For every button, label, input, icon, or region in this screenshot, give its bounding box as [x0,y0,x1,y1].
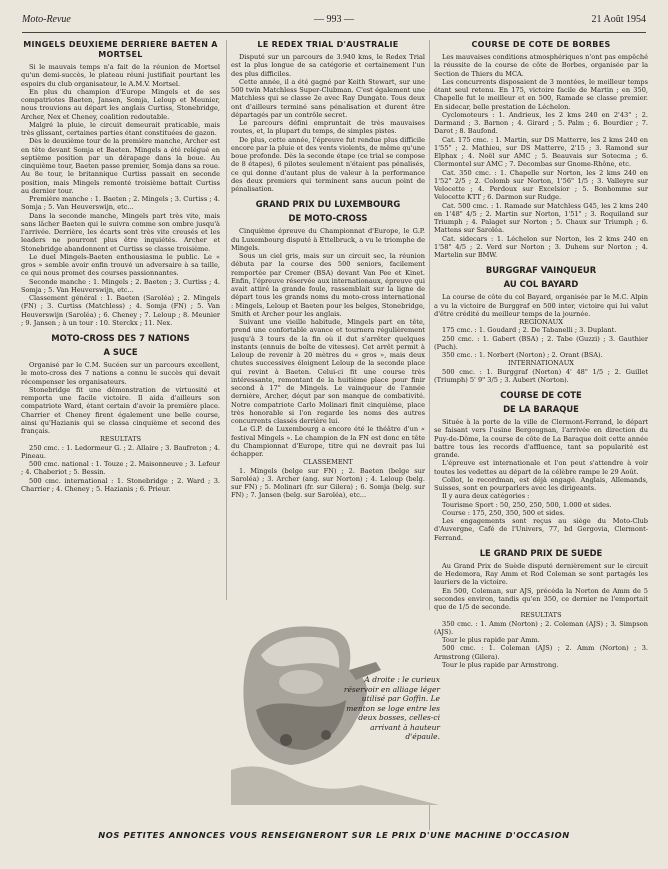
column-1 [21,40,220,800]
column-3 [434,40,648,830]
photo-caption: A droite : le curieux réservoir en alliage léger utilisé par Goffin. Le menton se loge entre les deux bosses, celles-ci arrivant à hauteur d'épaule. [343,675,440,741]
paragraph: En 500, Coleman, sur AJS, précéda la Norton de Amm de 5 secondes environ, tandis qu'en 350, ce dernier ne l'emportait que de 1/5 de seconde. [434,586,648,611]
page-header [22,14,646,30]
result-line: Cyclomoteurs : 1. Andrieux, les 2 kms 240 en 2'43" ; 2. Darmand ; 3. Barnon ; 4. Girard ; 5. Palm ; 6. Bourdier ; 7. Darot ; 8. Baufond. [434,110,648,136]
paragraph: Il y aura deux catégories : [442,492,530,501]
article-title-borbes: COURSE DE COTE DE BORBES [471,40,611,49]
article-title-burggraf: BURGGRAF VAINQUEUR [485,265,597,276]
result-line: 1. Mingels (belge sur FN) ; 2. Baeten (belge sur Saroléa) ; 3. Archer (ang. sur Norton) ; 4. Leloup (belg. sur FN) ; 5. Molinari (fr. sur Gilera) ; 6. Somja (belg. sur FN) ; 7. Jansen (belg. sur Saroléa), etc... [231,466,425,500]
article-title-mortsel: MINGELS DEUXIEME DERRIERE BAETEN A MORTSEL [23,40,218,59]
header-rule [22,32,646,33]
paragraph: Tourisme Sport : 50, 250, 250, 500, 1.000 et sides. [442,500,612,509]
article-title-redex: LE REDEX TRIAL D'AUSTRALIE [257,40,399,49]
article-title-7-nations: MOTO-CROSS DES 7 NATIONS [51,333,190,343]
paragraph: Stonebridge fit une démonstration de virtuosité et remporta une facile victoire. Il aida d'ailleurs son compatriote Ward, étant certain d'avoir la première place. Charrier et Cheney firent également une belle course, ainsi qu'Hazianis qui se classa cinquième et second des français. [21,385,220,435]
result-line: Cat. 350 cmc. : 1. Chapelle sur Norton, les 2 kms 240 en 1'52" 2/5 ; 2. Colomb sur Norton, 1'56" 1/5 ; 3. Valleyre sur Velocette ; 4. Perdoux sur Excelsior ; 5. Bonhomme sur Velocette KTT ; 6. Darmon sur Rudge. [434,168,648,202]
result-line: 250 cmc. : 1. Ledormeur G. ; 2. Allaire ; 3. Baufreton ; 4. Pineau. [21,443,220,460]
issue-date: 21 Août 1954 [591,14,646,25]
result-line: Cat. 500 cmc. : 1. Ramade sur Matchless G45, les 2 kms 240 en 1'48" 4/5 ; 2. Martin sur Norton, 1'51" ; 3. Roquiland sur Triumph ; 4. Palaget sur Norton ; 5. Chaux sur Triumph ; 6. Mattens sur Saroléa. [434,201,648,235]
paragraph: Cette année, il a été gagné par Keith Stewart, sur une 500 twin Matchless Super-Clubman. C'est également une Matchless qui se classe 2e avec Ray Dungate. Tous deux ont d'ailleurs terminé sans pénalisation et durent être départagés par un contrôle secret. [231,77,425,119]
result-line: 350 cmc. : 1. Norbert (Norton) ; 2. Orant (BSA). [442,351,603,359]
paragraph: Cinquième épreuve du Championnat d'Europe, le G.P. du Luxembourg disputé à Ettelbruck, a vu le triomphe de Mingels. [231,227,425,252]
column-divider-1 [226,40,227,600]
column-2 [231,40,425,605]
paragraph: Si le mauvais temps n'a fait de la réunion de Mortsel qu'un demi-succès, le plateau réuni justifiait pourtant les espoirs du club organisateur, le A.M.V. Mortsel. [21,63,220,88]
paragraph: Les concurrents disposaient de 3 montées, le meilleur temps étant seul retenu. En 175, victoire facile de Martin ; en 350, Chapelle fut le meilleur et en 500, Ramade se classe premier. En sidecar, belle prestation de Léchelon. [434,77,648,111]
classement-heading: CLASSEMENT [303,458,353,467]
result-line: 350 cmc. : 1. Amm (Norton) ; 2. Coleman (AJS) ; 3. Simpson (AJS). [434,619,648,636]
paragraph: Située à la porte de la ville de Clermont-Ferrand, le départ se faisant vers l'usine Bergougnan, l'arrivée en direction du Puy-de-Dôme, la course de côte de La Baraque doit cette année battre tous les records d'affluence, tant sa popularité est grande. [434,418,648,459]
paragraph: Les engagements sont reçus au siège du Moto-Club d'Auvergne, Café de l'Univers, 77, bd Gergovia, Clermont-Ferrand. [434,517,648,542]
internationaux-heading: INTERNATIONAUX [508,359,574,368]
result-line: 500 cmc. : 1. Burggraf (Norton) 4' 48" 1/5 ; 2. Guillet (Triumph) 5' 9" 3/5 ; 3. Aubert (Norton). [434,367,648,384]
result-line: Tour le plus rapide par Armstrong. [442,660,559,669]
article-subtitle-moto-cross: DE MOTO-CROSS [288,213,368,224]
paragraph: Course : 175, 250, 350, 500 et sides. [442,508,565,517]
paragraph: Dès le deuxième tour de la première manche, Archer est en tête devant Somja et Baeten. Mingels a été relégué en septième position par un dérapage dans la boue. Au cinquième tour, Baeten passe premier, Somja dans sa roue. Au 8e tour, le britannique Curtiss passait en seconde position, mais Mingels remonté troisième battait Curtiss au dernier tour. [21,137,220,195]
paragraph: Seconde manche : 1. Mingels ; 2. Baeten ; 3. Curtiss ; 4. Somja ; 5. Van Heuverswijn, etc... [21,277,220,294]
result-line: 175 cmc. : 1. Goudard ; 2. De Tabanelli ; 3. Duplant. [442,326,617,335]
results-heading: RESULTATS [520,611,562,620]
paragraph: Dans la seconde manche, Mingels part très vite, mais sans lâcher Baeten qui le suivra comme son ombre jusqu'à l'arrivée. Derrière, les écarts sont très vite creusés et les leaders ne pourront plus être inquiétés. Archer et Stonebridge abandonnent et Curtiss se classe troisième. [21,211,220,253]
paragraph: Classement général : 1. Baeten (Saroléa) ; 2. Mingels (FN) ; 3. Curtiss (Matchless) ; 4. Somja (FN) ; 5. Van Heuverswijn (Saroléa) ; 6. Cheney ; 7. Leloup ; 8. Meunier ; 9. Jansen ; à un tour : 10. Sterckx ; 11. Nex. [21,294,220,327]
paragraph: Suivant une vieille habitude, Mingels part en tête, prend une confortable avance et tournera régulièrement jusqu'à 3 tours de la fin où il dut s'arrêter quelques instants (ennuis de boîte de vitesses). Cet arrêt permit à Leloup de revenir à 20 mètres du « gros », mais deux chutes successives éloignent Leloup de la seconde place qui revint à Baeten. Celui-ci fit une course très intéressante, remontant de la huitième place pour finir second à 17" de Mingels. Le vainqueur de l'année dernière, Archer, déçut par son manque de combativité. Notre compatriote Carlo Molinari finit cinquième, place très honorable si l'on regarde les noms des autres concurrents classés derrière lui. [231,318,425,425]
paragraph: Le duel Mingels-Baeten enthousiasma le public. Le « gros » semble avoir enfin trouvé un adversaire à sa taille, ce qui nous promet des courses passionnantes. [21,252,220,278]
footer-banner: NOS PETITES ANNONCES VOUS RENSEIGNERONT SUR LE PRIX D'UNE MACHINE D'OCCASION [98,830,570,840]
magazine-title: Moto-Revue [22,14,71,25]
paragraph: Au Grand Prix de Suède disputé dernièrement sur le circuit de Hedemora, Ray Amm et Rod Coleman se sont partagés les lauriers de la victoire. [434,561,648,587]
paragraph: De plus, cette année, l'épreuve fut rendue plus difficile encore par la pluie et des vents violents, de même qu'une boue profonde. Dès la seconde étape (ce trial se compose de 8 étapes), 6 pilotes seulement n'étaient pas pénalisés, ce qui donne d'autant plus de valeur à la performance des deux premiers qui terminent sans aucun point de pénalisation. [231,135,425,193]
result-line: Cat. 175 cmc. : 1. Martin, sur DS Matterre, les 2 kms 240 en 1'55" ; 2. Mathieu, sur DS Matterre, 2'15 ; 3. Ramond sur Elphax ; 4. Noël sur AMC ; 5. Beauvais sur Sotecma ; 6. Clermontel sur AMC ; 7. Decombas sur Gnome-Rhône, etc. [434,135,648,169]
page-number: — 993 — [314,14,354,25]
article-subtitle-suce: A SUCE [103,347,138,357]
paragraph: Les mauvaises conditions atmosphériques n'ont pas empêché la réussite de la course de côte de Borbes, organisée par la Section de Thiers du MCA. [434,53,648,78]
article-title-baraque: COURSE DE COTE [500,390,582,400]
result-line: 500 cmc. national : 1. Touze ; 2. Maisonneuve ; 3. Lefeur ; 4. Chaberiot ; 5. Bessin. [21,460,220,477]
result-line: 500 cmc. international : 1. Stonebridge ; 2. Ward ; 3. Charrier ; 4. Cheney ; 5. Hazianis ; 6. Prieur. [21,476,220,493]
paragraph: Sous un ciel gris, mais sur un circuit sec, la réunion débuta par la course des 500 seniors, facilement remportée par Cremer (BSA) devant Van Pee et Kinet. Enfin, l'épreuve réservée aux internationaux, épreuve qui avait attiré la grande foule, rassemblait sur la ligne de départ tous les grands noms du moto-cross international : Mingels, Leloup et Baeten pour les belges, Stonebridge, Smith et Archer pour les anglais. [231,252,425,318]
result-line: 500 cmc. : 1. Coleman (AJS) ; 2. Amm (Norton) ; 3. Armstrong (Gilera). [434,644,648,661]
article-title-luxembourg: GRAND PRIX DU LUXEMBOURG [255,199,401,210]
paragraph: L'épreuve est internationale et l'on peut s'attendre à voir toutes les vedettes au départ de la célèbre rampe le 29 Août. [434,459,648,476]
article-subtitle-baraque: DE LA BARAQUE [503,404,579,414]
paragraph: La course de côte du col Bayard, organisée par le M.C. Alpin a vu la victoire de Burggraf en 500 inter, victoire qui lui valut d'être crédité du meilleur temps de la journée. [434,293,648,318]
paragraph: Malgré la pluie, le circuit demeurait praticable, mais très glissant, certaines parties étant constituées de gazon. [21,120,220,137]
paragraph: Première manche : 1. Baeten ; 2. Mingels ; 3. Curtiss ; 4. Somja ; 5. Van Heuverswijn, etc... [21,195,220,212]
article-title-suede: LE GRAND PRIX DE SUEDE [479,547,603,558]
paragraph: Disputé sur un parcours de 3.940 kms, le Redex Trial est la plus longue de sa catégorie et certainement l'un des plus difficiles. [231,53,425,78]
paragraph: Collot, le recordman, est déjà engagé. Anglais, Allemands, Suisses, sont en pourparlers avec les dirigeants. [434,475,648,492]
paragraph: Organisé par le C.M. Sucéen sur un parcours excellent, le moto-cross des 7 nations a connu le succès qui devait récompenser les organisateurs. [21,361,220,386]
paragraph: En plus du champion d'Europe Mingels et de ses compatriotes Baeten, Jansen, Somja, Leloup et Meunier, nous trouvions au départ les anglais Curtiss, Stonebridge, Archer, Nex et Cheney, coalition redoutable. [21,87,220,121]
regionaux-heading: REGIONAUX [519,318,563,326]
result-line: 250 cmc. : 1. Gabert (BSA) ; 2. Tabe (Guzzi) ; 3. Gauthier (Puch). [434,334,648,351]
result-line: Cat. sidecars : 1. Léchelon sur Norton, les 2 kms 240 en 1'58" 4/5 ; 2. Verd sur Norton ; 3. Duhem sur Norton ; 4. Martelin sur BMW. [434,234,648,259]
paragraph: Le G.P. de Luxembourg a encore été le théâtre d'un « festival Mingels ». Le champion de la FN est donc en tête du Championnat d'Europe, titre qui ne devrait pas lui échapper. [231,425,425,458]
article-subtitle-col-bayard: AU COL BAYARD [503,279,579,290]
results-heading: RESULTATS [99,435,142,444]
result-line: Tour le plus rapide par Amm. [442,636,540,644]
paragraph: Le parcours défini empruntait de très mauvaises routes, et, la plupart du temps, de simples pistes. [231,119,425,136]
